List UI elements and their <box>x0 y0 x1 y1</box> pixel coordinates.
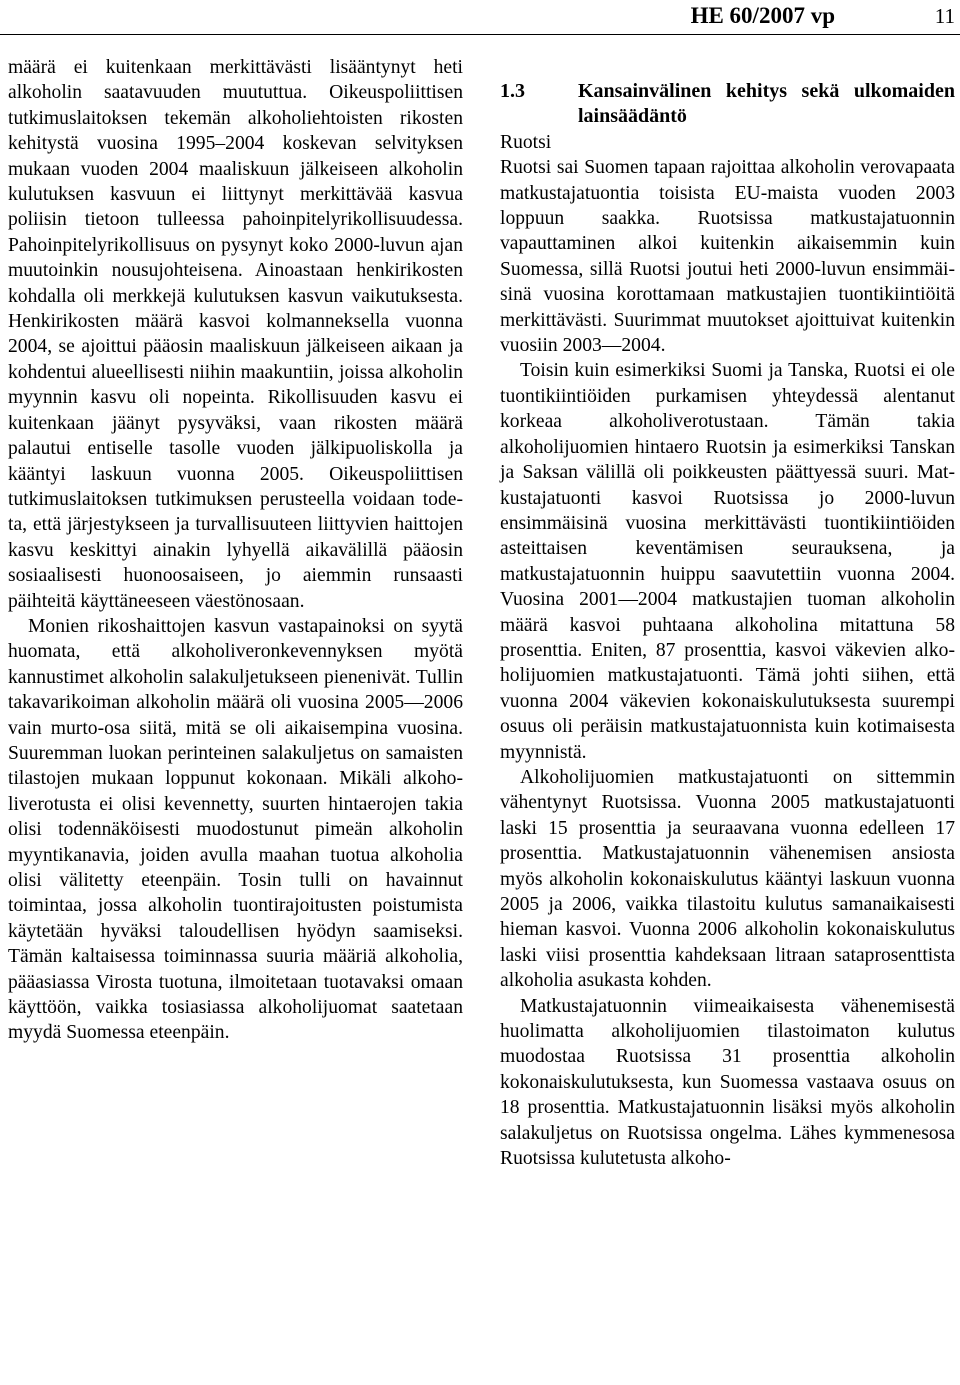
section-heading <box>500 79 955 130</box>
left-column <box>8 55 463 1046</box>
paragraph: määrä ei kuitenkaan merkittävästi lisääntynyt heti alkoholin saatavuuden muututtua. Oikeuspoliittisen tutkimuslaitoksen tekemän alkoholiehtoisten rikosten kehitystä vuosina 1995–2004 koskevan selvityksen mukaan vuoden 2004 maaliskuun jälkeiseen alkoholin kulutuksen kasvuun ei liittynyt merkittävää kasvua poliisin tietoon tulleessa pahoinpitelyrikollisuudessa. Pahoinpitelyrikollisuus on pysynyt koko 2000-luvun ajan muutoinkin nousujohteisena. Ainoastaan henkirikosten kohdalla oli merkkejä kulutuksen kasvun vaikutuksesta. Henkirikosten määrä kasvoi kolmanneksella vuonna 2004, se ajoittui pääosin maaliskuun jälkeiseen aikaan ja kohdentui alueellisesti niihin maakuntiin, joissa alkoholin myynnin kasvu oli nopeinta. Rikollisuuden kasvu ei kuitenkaan jäänyt pysyväksi, vaan rikosten määrä palautui entiselle tasolle vuoden jälkipuoliskolla ja kääntyi laskuun vuonna 2005. Oikeuspoliittisen tutkimuslaitoksen tutkimuksen perusteella voidaan todeta, että järjestykseen ja turvallisuuteen liittyvien haittojen kasvu keskittyi ainakin lyhyellä aikavälillä pääosin sosiaalisesti huonoosaiseen, jo aiemmin runsaasti päihteitä käyttäneeseen väestönosaan. <box>8 57 463 612</box>
section-number: 1.3 <box>500 80 525 102</box>
document-id: HE 60/2007 vp <box>690 3 835 28</box>
page-header <box>0 0 960 35</box>
paragraph: Alkoholijuomien matkustajatuonti on sittemmin vähentynyt Ruotsissa. Vuonna 2005 matkustajatuonti laski 15 prosenttia ja seuraavana vuonna edelleen 17 prosenttia. Matkustajatuonnin vähenemisen ansiosta myös alkoholin kokonaiskulutus kääntyi laskuun vuonna 2005 ja 2006, vaikka tilastoitu kulutus samanaikaisesti hieman kasvoi. Vuonna 2006 alkoholin kokonaiskulutus laski viisi prosenttia kahdeksaan litraan sataprosenttista alkoholia asukasta kohden. <box>500 766 955 992</box>
paragraph: Ruotsi sai Suomen tapaan rajoittaa alkoholin verovapaata matkustajatuontia toisista EU-maista vuoden 2003 loppuun saakka. Ruotsissa matkustajatuonnin vapauttaminen alkoi kuitenkin aikaisemmin kuin Suomessa, sillä Ruotsi joutui heti 2000-luvun ensimmäisinä vuosina korottamaan matkustajien tuontikiintiöitä merkittävästi. Suurimmat muutokset ajoittuivat kuitenkin vuosiin 2003—2004. <box>500 157 955 357</box>
right-column <box>500 79 955 1171</box>
paragraph: Matkustajatuonnin viimeaikaisesta vähenemisestä huolimatta alkoholijuomien tilastoimaton kulutus muodostaa Ruotsissa 31 prosenttia alkoholin kokonaiskulutuksesta, kun Suomessa vastaava osuus on 18 prosenttia. Matkustajatuonnin lisäksi myös alkoholin salakuljetus on Ruotsissa ongelma. Lähes kymmenesosa Ruotsissa kulutetusta alkoho- <box>500 995 955 1170</box>
page-number: 11 <box>934 4 955 28</box>
section-title: Kansainvälinen kehitys sekä ulkomaiden lainsäädäntö <box>578 80 955 128</box>
paragraph: Monien rikoshaittojen kasvun vastapainoksi on syytä huomata, että alkoholiveronkevennyksen myötä kannustimet alkoholin salakuljetukseen pienenivät. Tullin takavarikoiman alkoholin määrä oli vuosina 2005—2006 vain murto-osa siitä, mitä se oli aikaisempina vuosina. Suuremman luokan perinteinen salakuljetus on samaisten tilastojen mukaan loppunut kokonaan. Mikäli alkoholiverotusta ei olisi kevennetty, suurten hintaerojen takia olisi todennäköisesti muodostunut pimeän alkoholin myyntikanavia, joiden avulla maahan tuotua alkoholia olisi välitetty eteenpäin. Tosin tulli on havainnut toimintaa, jossa alkoholin tuontirajoitusten poistumista käytetään hyväksi taloudellisen hyödyn saamiseksi. Tämän kaltaisessa toiminnassa suuria määriä alkoholia, pääasiassa Virosta tuotuna, ilmoitetaan tuotavaksi omaan käyttöön, vaikka tosiasiassa alkoholijuomat saatetaan myydä Suomessa eteenpäin. <box>8 615 463 1044</box>
subheading: Ruotsi <box>500 131 552 153</box>
paragraph: Toisin kuin esimerkiksi Suomi ja Tanska, Ruotsi ei ole tuontikiintiöiden purkamisen yhteydessä alentanut korkeaa alkoholiverotustaan. Tämän takia alkoholijuomien hintaero Ruotsin ja esimerkiksi Tanskan ja Saksan välillä oli poikkeusten päättyessä suuri. Matkustajatuonti kasvoi Ruotsissa jo 2000-luvun ensimmäisinä vuosina merkittävästi tuontikiintiöiden asteittaisen keventämisen seurauksena, ja matkustajatuonnin huippu saavutettiin vuonna 2004. Vuosina 2001—2004 matkustajien tuoman alkoholin määrä kasvoi puhtaana alkoholina mitattuna 58 prosenttia. Eniten, 87 prosenttia, kasvoi väkevien alkoholijuomien matkustajatuonti. Tämä johti siihen, että vuonna 2004 väkevien kokonaiskulutuksesta suurempi osuus oli peräisin matkustajatuonnista kuin kotimaisesta myynnistä. <box>500 360 955 763</box>
